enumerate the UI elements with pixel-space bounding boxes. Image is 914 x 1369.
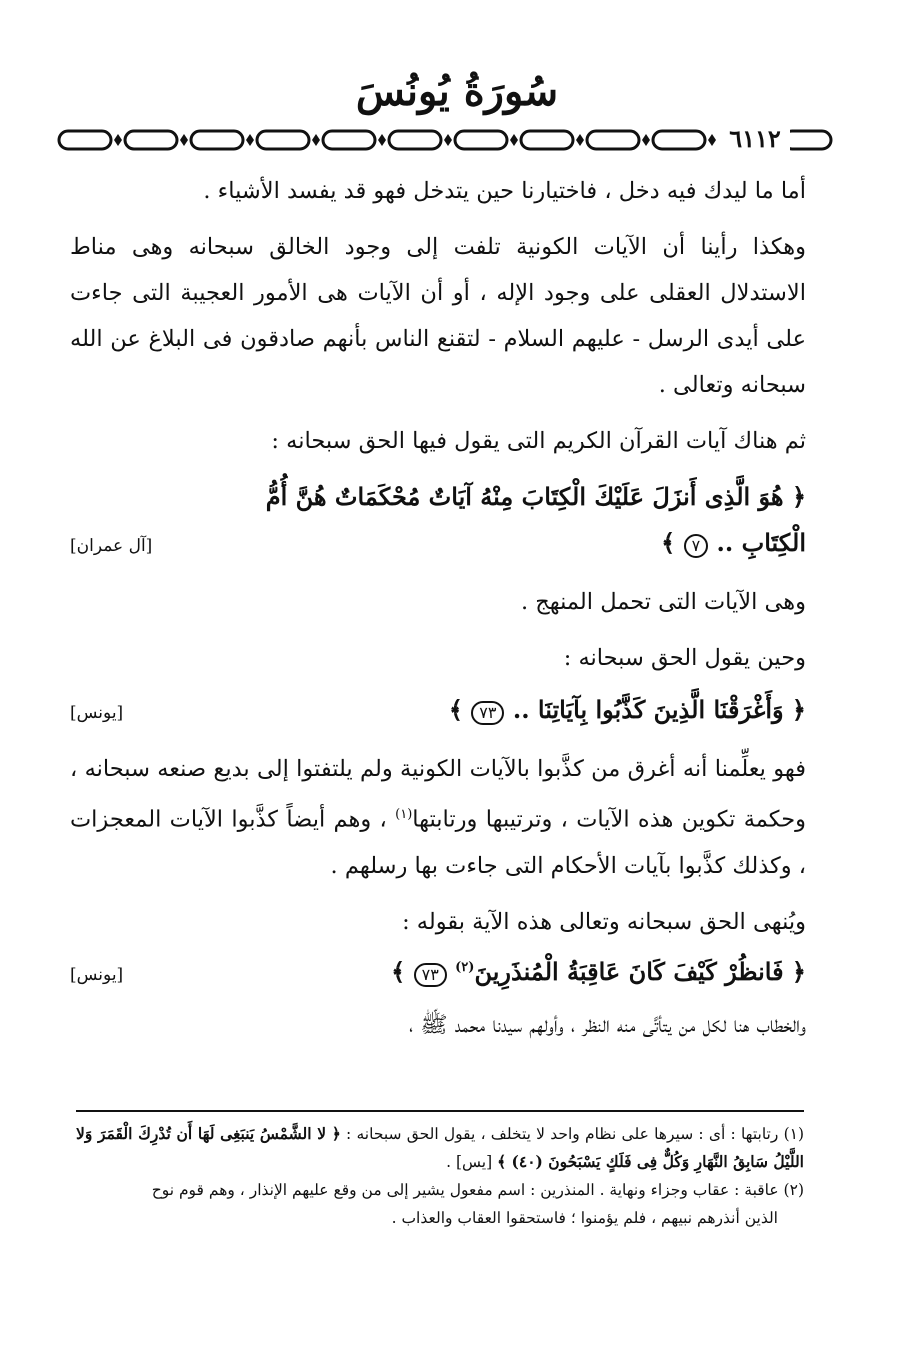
paragraph: ويُنهى الحق سبحانه وتعالى هذه الآية بقوله : (402, 908, 806, 935)
footnotes (76, 1120, 804, 1232)
footnote-2: (٢) عاقبة : عقاب وجزاء ونهاية . المنذرين : اسم مفعول يشير إلى من وقع عليهم الإنذار ، وهم قوم نوح (151, 1181, 804, 1199)
ayah-number: ٧٣ (471, 701, 504, 725)
surah-reference: [يونس] (70, 964, 124, 985)
quran-verse: ﴿ هُوَ الَّذِى أَنزَلَ عَلَيْكَ الْكِتَابَ مِنْهُ آيَاتٌ مُحْكَمَاتٌ هُنَّ أُمُّ (265, 482, 806, 511)
page-number: ٦١١٢ (720, 121, 790, 157)
footnote-verse: ﴿ لا الشَّمْسُ يَنبَغِى لَهَا أَن تُدْرِكَ الْقَمَرَ وَلا اللَّيْلُ سَابِقُ النَّهَارِ وَكُلٌّ فِى فَلَكٍ يَسْبَحُونَ (٤٠) ﴾ (76, 1124, 804, 1171)
footnote-1: (١) رتابتها : أى : سيرها على نظام واحد لا يتخلف ، يقول الحق سبحانه : ﴿ لا الشَّمْسُ يَنبَغِى لَهَا أَن تُدْرِكَ الْقَمَرَ وَلا اللَّيْلُ سَابِقُ النَّهَارِ وَكُلٌّ فِى فَلَكٍ يَسْبَحُونَ (٤٠) ﴾ [يس] . (76, 1124, 805, 1171)
verse-text: ﴿ وَأَغْرَقْنَا الَّذِينَ كَذَّبُوا بِآيَاتِنَا .. ٧٣ ﴾ (448, 695, 806, 724)
surah-reference: [آل عمران] (70, 536, 153, 556)
footnote-marker: (٢) (455, 959, 475, 975)
paragraph: وهى الآيات التى تحمل المنهج . (520, 589, 806, 615)
quran-verse-line (70, 945, 806, 998)
ayah-number: ٧٣ (414, 963, 447, 987)
verse-text: ﴿ فَانظُرْ كَيْفَ كَانَ عَاقِبَةُ الْمُنذَرِينَ$^{(٢)}$ ٧٣ ﴾ (391, 956, 806, 986)
surah-reference: [يونس] (70, 703, 124, 723)
paragraph: والخطاب هنا لكل من يتأتَّى منه النظر ، وأولهم سيدنا محمد ﷺ ، (408, 1011, 806, 1038)
main-text (70, 168, 806, 1048)
paragraph: وحين يقول الحق سبحانه : (563, 645, 806, 671)
surah-title: سُورَةُ يُونُسَ (355, 68, 559, 115)
quran-verse-line (70, 520, 806, 569)
paragraph: وهكذا رأينا أن الآيات الكونية تلفت إلى وجود الخالق سبحانه وهى مناط الاستدلال العقلى على وجود الإله ، أو أن الآيات هى الأمور العجيبة التى جاءت على أيدى الرسل - عليهم السلام - لتقنع الناس بأنهم صادقون فى البلاغ عن الله سبحانه وتعالى . (70, 234, 806, 398)
ornamental-header-rule (55, 120, 835, 160)
footnote-separator (76, 1110, 804, 1112)
chain-ornament (55, 120, 835, 160)
ayah-number: ٧ (684, 534, 709, 558)
paragraph: ثم هناك آيات القرآن الكريم التى يقول فيها الحق سبحانه : (271, 428, 806, 454)
verse-text: الْكِتَابِ .. ٧ ﴾ (661, 528, 806, 557)
footnote-2-continued: الذين أنذرهم نبيهم ، فلم يؤمنوا ؛ فاستحقوا العقاب والعذاب . (391, 1209, 778, 1227)
paragraph: أما ما ليدك فيه دخل ، فاختيارنا حين يتدخل فهو قد يفسد الأشياء . (203, 178, 806, 204)
footnote-marker: (١) (395, 807, 413, 822)
quran-verse-line (70, 687, 806, 736)
paragraph: فهو يعلِّمنا أنه أغرق من كذَّبوا بالآيات الكونية ولم يلتفتوا إلى بديع صنعه سبحانه ، وحكمة تكوين هذه الآيات ، وترتيبها ورتابتها$^{(١)}$ ، وهم أيضاً كذَّبوا الآيات المعجزات ، وكذلك كذَّبوا بآيات الأحكام التى جاءت بها رسلهم . (70, 756, 806, 879)
